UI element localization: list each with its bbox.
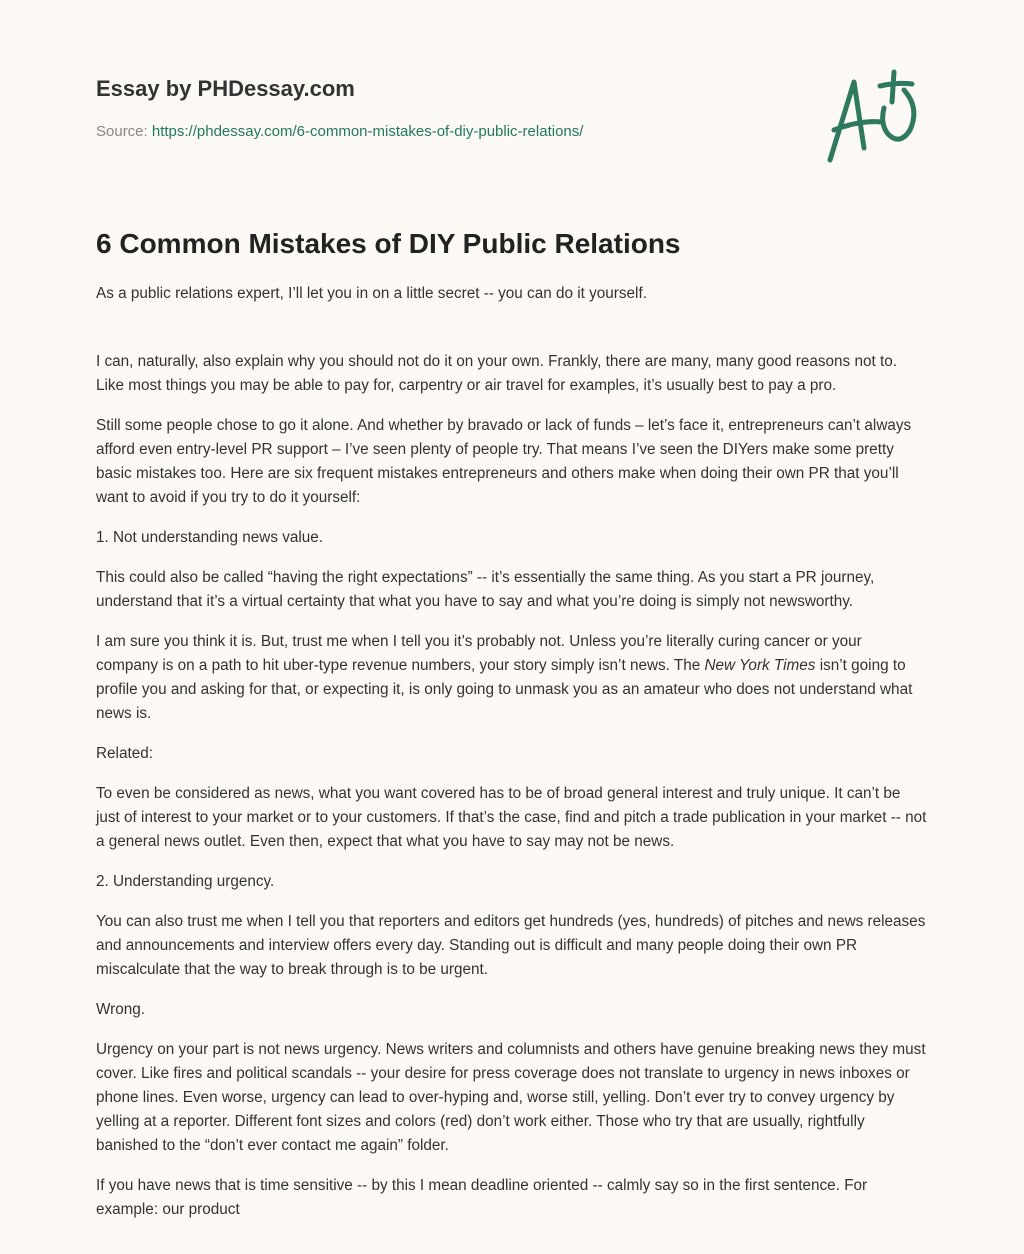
- paragraph: Wrong.: [96, 1001, 146, 1018]
- section-heading: 1. Not understanding news value.: [96, 529, 324, 546]
- text: I am sure you think it is. But, trust me when I tell you it’s probably not. Unless you’re literally curing cancer or your company is on a path to hit uber-type revenue numbers, your story simply isn’t news. The: [96, 633, 862, 674]
- paragraph: As a public relations expert, I’ll let you in on a little secret -- you can do it yourself.: [96, 285, 647, 302]
- paragraph: Urgency on your part is not news urgency. News writers and columnists and others have genuine breaking news they must cover. Like fires and political scandals -- your desire for press coverage does not translate to urgency in news inboxes or phone lines. Even worse, urgency can lead to over-hyping and, worse still, yelling. Don’t ever try to convey urgency by yelling at a reporter. Different font sizes and colors (red) don’t work either. Those who try that are usually, rightfully banished to the “don’t ever contact me again” folder.: [96, 1041, 926, 1154]
- publication-name: New York Times: [704, 657, 816, 674]
- site-title: Essay by PHDessay.com: [96, 76, 355, 101]
- paragraph: Still some people chose to go it alone. And whether by bravado or lack of funds – let’s face it, entrepreneurs can’t always afford even entry-level PR support – I’ve seen plenty of people try. That means I’ve seen the DIYers make some pretty basic mistakes too. Here are six frequent mistakes entrepreneurs and others make when doing their own PR that you’ll want to avoid if you try to do it yourself:: [96, 417, 912, 506]
- source-label: Source:: [96, 123, 148, 140]
- paragraph: I can, naturally, also explain why you should not do it on your own. Frankly, there are many, many good reasons not to. Like most things you may be able to pay for, carpentry or air travel for examples, it’s usually best to pay a pro.: [96, 353, 897, 394]
- source-link[interactable]: https://phdessay.com/6-common-mistakes-of-diy-public-relations/: [151, 123, 584, 140]
- source-line: [96, 123, 583, 140]
- paragraph: To even be considered as news, what you want covered has to be of broad general interest and truly unique. It can’t be just of interest to your market or to your customers. If that’s the case, find and pitch a trade publication in your market -- not a general news outlet. Even then, expect that what you have to say may not be news.: [96, 785, 927, 850]
- paragraph: If you have news that is time sensitive -- by this I mean deadline oriented -- calmly say so in the first sentence. For example: our product: [96, 1177, 868, 1218]
- paragraph: [96, 630, 928, 726]
- article-title: 6 Common Mistakes of DIY Public Relations: [96, 228, 681, 259]
- text: isn’t going to profile you and asking for that, or expecting it, is only going to unmask you as an amateur who does not understand what news is.: [96, 657, 913, 722]
- section-heading: 2. Understanding urgency.: [96, 873, 275, 890]
- a-plus-logo-icon: [820, 68, 930, 168]
- paragraph: You can also trust me when I tell you that reporters and editors get hundreds (yes, hundreds) of pitches and news releases and announcements and interview offers every day. Standing out is difficult and many people doing their own PR miscalculate that the way to break through is to be urgent.: [96, 913, 926, 978]
- related-label: Related:: [96, 745, 153, 762]
- article: [96, 224, 928, 1238]
- paragraph: This could also be called “having the right expectations” -- it’s essentially the same thing. As you start a PR journey, understand that it’s a virtual certainty that what you have to say and what you’re doing is simply not newsworthy.: [96, 569, 875, 610]
